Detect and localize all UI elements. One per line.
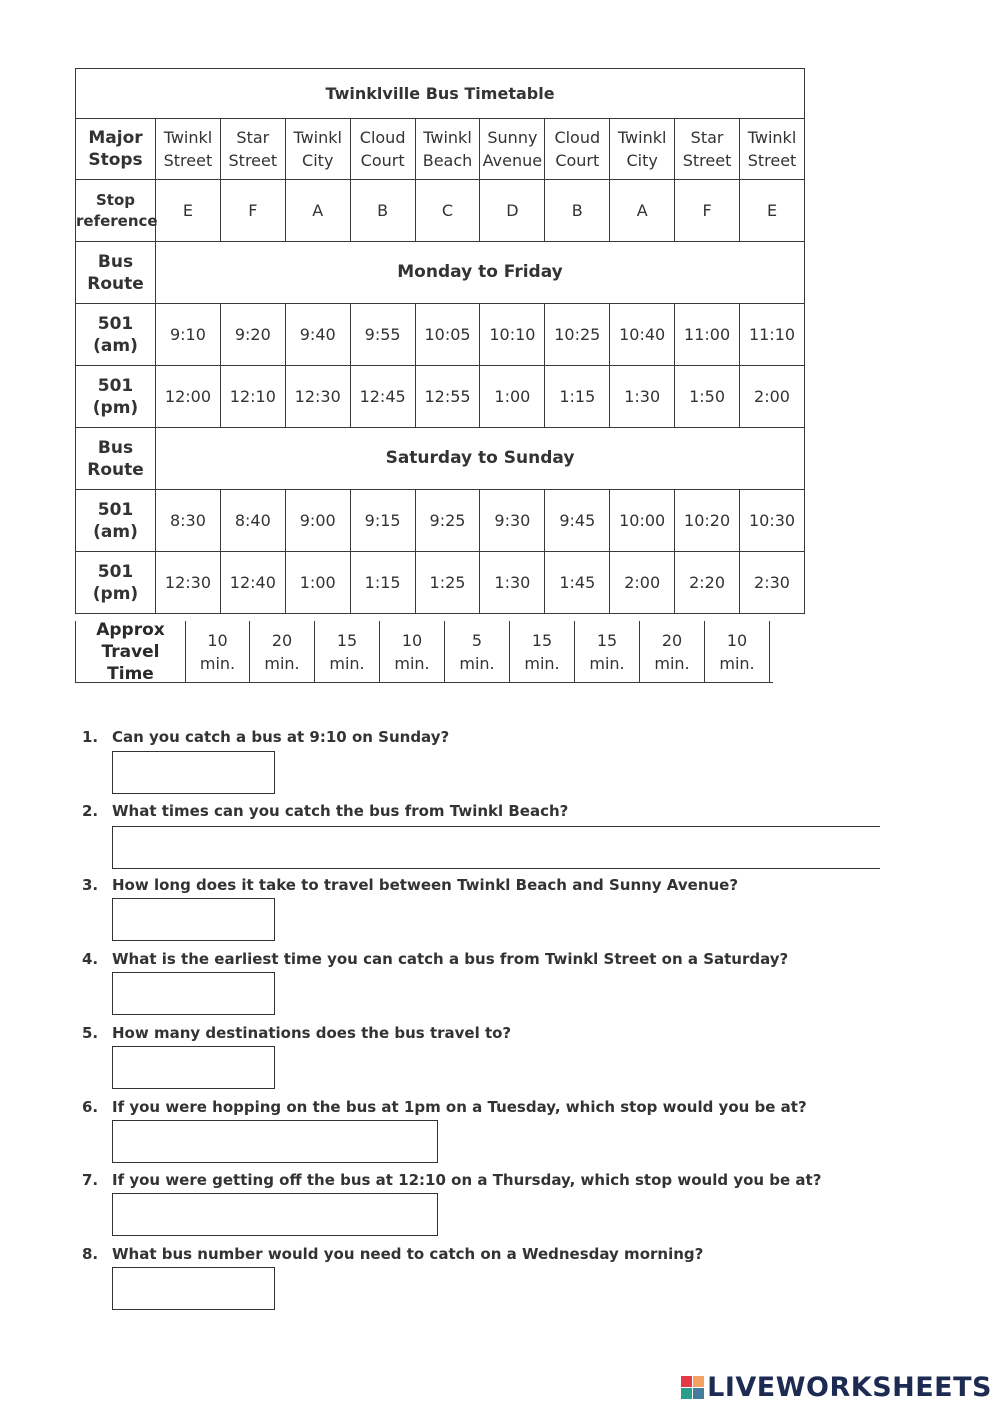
travel-time-cell: 5 min. bbox=[445, 621, 510, 682]
question-number: 5. bbox=[82, 1024, 99, 1042]
stop-reference-cell: A bbox=[610, 180, 675, 242]
stop-name-cell: Twinkl Beach bbox=[415, 119, 480, 180]
weekday-section-label: Monday to Friday bbox=[156, 242, 805, 304]
answer-box-7[interactable] bbox=[112, 1193, 438, 1236]
weekend-section-label: Saturday to Sunday bbox=[156, 428, 805, 490]
answer-box-1[interactable] bbox=[112, 751, 275, 794]
stop-reference-cell: F bbox=[675, 180, 740, 242]
stop-reference-cell: D bbox=[480, 180, 545, 242]
departure-time-cell: 10:00 bbox=[610, 490, 675, 552]
liveworksheets-logo-icon bbox=[681, 1376, 704, 1399]
departure-time-cell: 12:30 bbox=[156, 552, 221, 614]
departure-time-cell: 2:20 bbox=[675, 552, 740, 614]
departure-time-cell: 9:15 bbox=[350, 490, 415, 552]
departure-time-cell: 12:30 bbox=[285, 366, 350, 428]
departure-time-cell: 10:20 bbox=[675, 490, 740, 552]
departure-time-cell: 12:45 bbox=[350, 366, 415, 428]
question-number: 7. bbox=[82, 1171, 99, 1189]
departure-time-cell: 2:30 bbox=[740, 552, 805, 614]
question-text: How long does it take to travel between Twinkl Beach and Sunny Avenue? bbox=[112, 876, 739, 894]
stop-reference-cell: E bbox=[740, 180, 805, 242]
question-text: What bus number would you need to catch on a Wednesday morning? bbox=[112, 1245, 704, 1263]
departure-time-cell: 1:15 bbox=[545, 366, 610, 428]
departure-time-cell: 2:00 bbox=[610, 552, 675, 614]
travel-time-cell: 20 min. bbox=[640, 621, 705, 682]
question-text: If you were hopping on the bus at 1pm on a Tuesday, which stop would you be at? bbox=[112, 1098, 807, 1116]
weekday-pm-route: 501 (pm) bbox=[76, 366, 156, 428]
stop-name-cell: Twinkl City bbox=[285, 119, 350, 180]
departure-time-cell: 9:20 bbox=[220, 304, 285, 366]
departure-time-cell: 11:10 bbox=[740, 304, 805, 366]
question-6 bbox=[82, 1098, 807, 1116]
question-number: 8. bbox=[82, 1245, 99, 1263]
departure-time-cell: 1:30 bbox=[610, 366, 675, 428]
stop-reference-cell: A bbox=[285, 180, 350, 242]
departure-time-cell: 2:00 bbox=[740, 366, 805, 428]
departure-time-cell: 9:10 bbox=[156, 304, 221, 366]
question-8 bbox=[82, 1245, 703, 1263]
travel-time-cell: 20 min. bbox=[250, 621, 315, 682]
question-5 bbox=[82, 1024, 511, 1042]
stop-name-cell: Star Street bbox=[220, 119, 285, 180]
question-text: If you were getting off the bus at 12:10 on a Thursday, which stop would you be at? bbox=[112, 1171, 822, 1189]
travel-time-cell: 10 min. bbox=[380, 621, 445, 682]
departure-time-cell: 1:50 bbox=[675, 366, 740, 428]
travel-time-cell: 15 min. bbox=[575, 621, 640, 682]
departure-time-cell: 9:55 bbox=[350, 304, 415, 366]
departure-time-cell: 1:25 bbox=[415, 552, 480, 614]
answer-box-4[interactable] bbox=[112, 972, 275, 1015]
major-stops-header: Major Stops bbox=[76, 119, 156, 180]
departure-time-cell: 9:30 bbox=[480, 490, 545, 552]
question-number: 6. bbox=[82, 1098, 99, 1116]
question-7 bbox=[82, 1171, 821, 1189]
question-2 bbox=[82, 802, 568, 820]
answer-box-2[interactable] bbox=[112, 826, 880, 869]
question-number: 2. bbox=[82, 802, 99, 820]
departure-time-cell: 9:25 bbox=[415, 490, 480, 552]
stop-reference-header: Stop reference bbox=[76, 180, 156, 242]
question-text: What times can you catch the bus from Twinkl Beach? bbox=[112, 802, 569, 820]
departure-time-cell: 12:10 bbox=[220, 366, 285, 428]
travel-time-row bbox=[75, 621, 773, 683]
brand-name: LIVEWORKSHEETS bbox=[707, 1372, 992, 1403]
departure-time-cell: 10:10 bbox=[480, 304, 545, 366]
departure-time-cell: 12:55 bbox=[415, 366, 480, 428]
departure-time-cell: 12:00 bbox=[156, 366, 221, 428]
answer-box-5[interactable] bbox=[112, 1046, 275, 1089]
question-text: How many destinations does the bus travel to? bbox=[112, 1024, 512, 1042]
question-4 bbox=[82, 950, 788, 968]
departure-time-cell: 10:05 bbox=[415, 304, 480, 366]
question-text: What is the earliest time you can catch a bus from Twinkl Street on a Saturday? bbox=[112, 950, 789, 968]
departure-time-cell: 1:30 bbox=[480, 552, 545, 614]
stop-name-cell: Sunny Avenue bbox=[480, 119, 545, 180]
question-number: 4. bbox=[82, 950, 99, 968]
departure-time-cell: 10:25 bbox=[545, 304, 610, 366]
answer-box-3[interactable] bbox=[112, 898, 275, 941]
stop-reference-cell: F bbox=[220, 180, 285, 242]
liveworksheets-logo bbox=[681, 1372, 992, 1403]
stop-name-cell: Star Street bbox=[675, 119, 740, 180]
stop-name-cell: Twinkl Street bbox=[156, 119, 221, 180]
departure-time-cell: 9:45 bbox=[545, 490, 610, 552]
departure-time-cell: 9:00 bbox=[285, 490, 350, 552]
stop-reference-cell: C bbox=[415, 180, 480, 242]
travel-time-cell: 15 min. bbox=[315, 621, 380, 682]
question-1 bbox=[82, 728, 449, 746]
departure-time-cell: 11:00 bbox=[675, 304, 740, 366]
departure-time-cell: 1:45 bbox=[545, 552, 610, 614]
question-number: 1. bbox=[82, 728, 99, 746]
departure-time-cell: 10:30 bbox=[740, 490, 805, 552]
stop-reference-cell: E bbox=[156, 180, 221, 242]
stop-name-cell: Cloud Court bbox=[545, 119, 610, 180]
answer-box-6[interactable] bbox=[112, 1120, 438, 1163]
departure-time-cell: 12:40 bbox=[220, 552, 285, 614]
bus-route-header-weekend: Bus Route bbox=[76, 428, 156, 490]
stop-reference-cell: B bbox=[545, 180, 610, 242]
bus-route-header: Bus Route bbox=[76, 242, 156, 304]
stop-name-cell: Twinkl Street bbox=[740, 119, 805, 180]
weekend-am-route: 501 (am) bbox=[76, 490, 156, 552]
departure-time-cell: 1:15 bbox=[350, 552, 415, 614]
departure-time-cell: 9:40 bbox=[285, 304, 350, 366]
question-text: Can you catch a bus at 9:10 on Sunday? bbox=[112, 728, 450, 746]
bus-timetable bbox=[75, 68, 805, 614]
travel-time-cell: 10 min. bbox=[705, 621, 770, 682]
stop-name-cell: Cloud Court bbox=[350, 119, 415, 180]
departure-time-cell: 10:40 bbox=[610, 304, 675, 366]
departure-time-cell: 1:00 bbox=[480, 366, 545, 428]
timetable-title: Twinklville Bus Timetable bbox=[76, 69, 805, 119]
question-number: 3. bbox=[82, 876, 99, 894]
departure-time-cell: 1:00 bbox=[285, 552, 350, 614]
question-3 bbox=[82, 876, 738, 894]
travel-time-cell: 10 min. bbox=[185, 621, 250, 682]
travel-time-header: Approx Travel Time bbox=[96, 619, 165, 684]
departure-time-cell: 8:40 bbox=[220, 490, 285, 552]
travel-time-cell: 15 min. bbox=[510, 621, 575, 682]
departure-time-cell: 8:30 bbox=[156, 490, 221, 552]
weekend-pm-route: 501 (pm) bbox=[76, 552, 156, 614]
stop-name-cell: Twinkl City bbox=[610, 119, 675, 180]
stop-reference-cell: B bbox=[350, 180, 415, 242]
answer-box-8[interactable] bbox=[112, 1267, 275, 1310]
weekday-am-route: 501 (am) bbox=[76, 304, 156, 366]
